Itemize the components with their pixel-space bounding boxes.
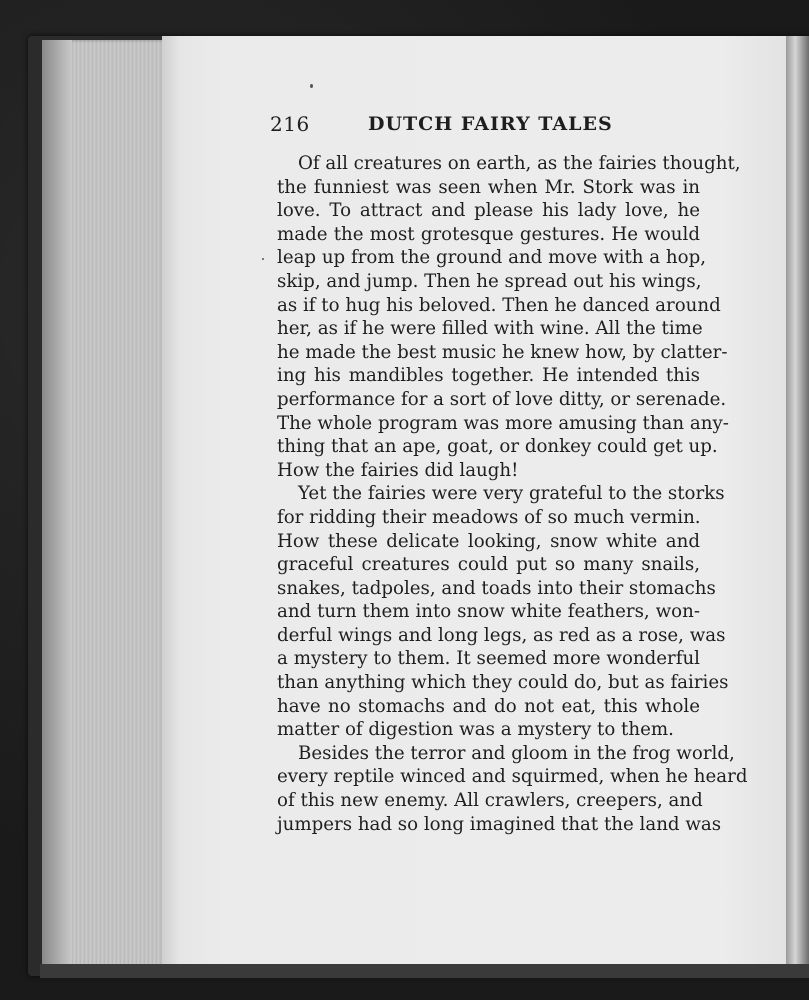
text-line: than anything which they could do, but as fairies: [277, 672, 729, 694]
text-line: Yet the fairies were very grateful to the storks: [298, 483, 725, 505]
bottom-cover-edge: [40, 964, 809, 978]
text-line: derful wings and long legs, as red as a rose, was: [277, 624, 726, 646]
text-line: How the fairies did laugh!: [277, 459, 519, 481]
body-text: [277, 152, 748, 836]
running-head: DUTCH FAIRY TALES: [368, 113, 613, 135]
text-line: and turn them into snow white feathers, won-: [277, 601, 700, 623]
text-line: leap up from the ground and move with a hop,: [277, 247, 706, 269]
text-line: The whole program was more amusing than any-: [277, 412, 729, 434]
paragraph: [277, 152, 741, 482]
page-speck: [262, 258, 264, 260]
text-line: How these delicate looking, snow white and: [277, 530, 700, 552]
page-speck: [310, 84, 313, 88]
page-stack-edge: [42, 40, 72, 968]
text-line: every reptile winced and squirmed, when he heard: [277, 766, 748, 788]
text-line: have no stomachs and do not eat, this whole: [277, 695, 700, 717]
text-line: thing that an ape, goat, or donkey could get up.: [277, 436, 718, 458]
text-line: as if to hug his beloved. Then he danced around: [277, 294, 721, 316]
text-line: the funniest was seen when Mr. Stork was in: [277, 176, 700, 198]
text-line: jumpers had so long imagined that the land was: [277, 813, 722, 835]
text-line: performance for a sort of love ditty, or serenade.: [277, 388, 727, 410]
text-line: matter of digestion was a mystery to them.: [277, 719, 674, 741]
text-line: ing his mandibles together. He intended this: [277, 365, 700, 387]
text-line: for ridding their meadows of so much vermin.: [277, 506, 701, 528]
right-cover-edge: [786, 36, 809, 966]
text-line: graceful creatures could put so many snails,: [277, 554, 700, 576]
text-line: Besides the terror and gloom in the frog world,: [298, 742, 735, 764]
text-line: love. To attract and please his lady love, he: [277, 200, 700, 222]
page-header: [270, 112, 700, 142]
text-line: snakes, tadpoles, and toads into their stomachs: [277, 577, 716, 599]
page-number: 216: [270, 112, 310, 136]
text-line: skip, and jump. Then he spread out his wings,: [277, 270, 702, 292]
text-line: her, as if he were filled with wine. All the time: [277, 318, 703, 340]
paragraph: [277, 742, 748, 836]
text-line: of this new enemy. All crawlers, creepers, and: [277, 790, 703, 812]
text-line: Of all creatures on earth, as the fairies thought,: [298, 153, 741, 174]
text-line: he made the best music he knew how, by clatter-: [277, 341, 728, 363]
paragraph: [277, 482, 729, 742]
text-line: a mystery to them. It seemed more wonderful: [277, 648, 700, 670]
text-line: made the most grotesque gestures. He would: [277, 223, 700, 245]
